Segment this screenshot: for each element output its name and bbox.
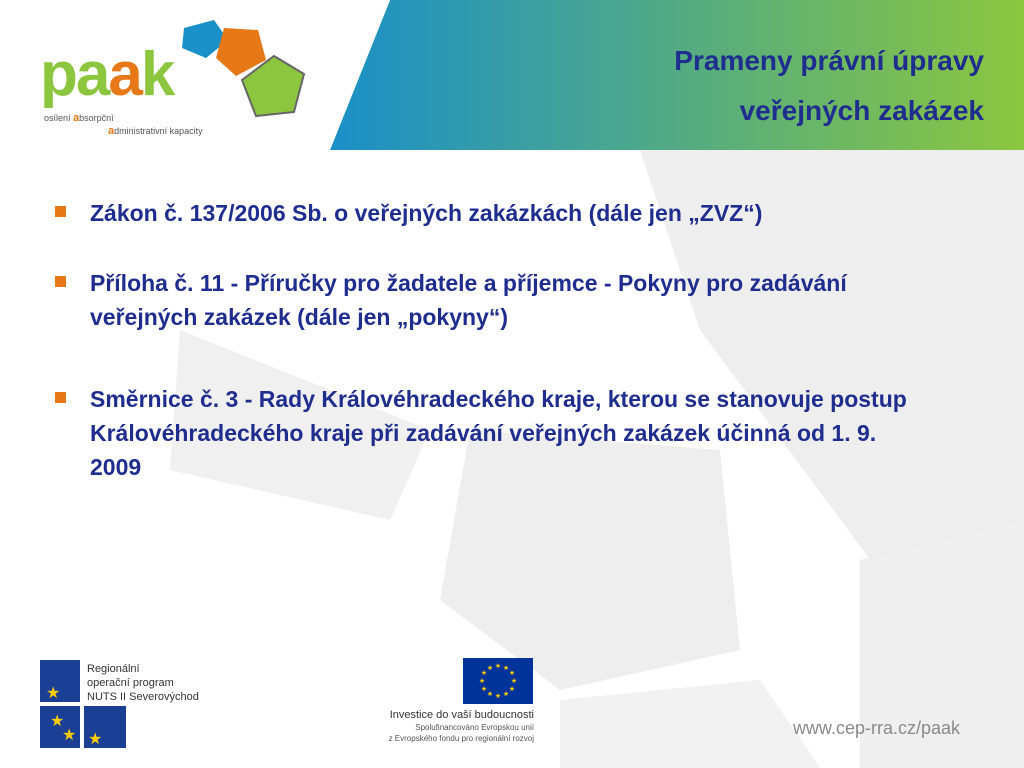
logo-tagline (44, 112, 203, 138)
bullet-text: Zákon č. 137/2006 Sb. o veřejných zakázkách (dále jen „ZVZ“) (90, 200, 763, 226)
paak-logo-text (40, 40, 174, 109)
rop-line-3: NUTS II Severovýchod (87, 691, 199, 703)
bullet-item (52, 196, 932, 230)
bullet-marker (55, 206, 66, 217)
bullet-item (52, 266, 932, 334)
svg-text:★: ★ (486, 664, 494, 672)
svg-text:★: ★ (502, 664, 510, 672)
bullet-item (52, 382, 932, 484)
eu-sub-text-2: z Evropského fondu pro regionální rozvoj (388, 734, 534, 743)
title-line-1: Prameny právní úpravy (674, 45, 984, 76)
logo-sub-rest2: dministrativní kapacity (114, 126, 203, 136)
logo-sub-hl1: a (73, 112, 80, 124)
bullet-text: Příloha č. 11 - Příručky pro žadatele a příjemce - Pokyny pro zadávání veřejných zakázek (dále jen „pokyny“) (90, 270, 847, 330)
logo-sub-hl2: a (108, 125, 115, 137)
eu-caption (389, 708, 534, 744)
logo-sub-rest1: bsorpční (79, 113, 114, 123)
eu-main-text: Investice do vaší budoucnosti (389, 709, 534, 721)
svg-text:★: ★ (502, 690, 510, 698)
rop-line-2: operační program (87, 677, 174, 689)
logo-a: a (108, 40, 141, 109)
bullet-marker (55, 276, 66, 287)
svg-text:★: ★ (478, 677, 486, 685)
svg-text:★: ★ (88, 729, 103, 748)
title-line-2: veřejných zakázek (739, 95, 984, 126)
logo-pa: pa (40, 40, 109, 109)
svg-text:★: ★ (486, 690, 494, 698)
eu-sub-text-1: Spolufinancováno Evropskou unií (415, 723, 534, 732)
svg-text:★: ★ (494, 692, 502, 700)
logo-k: k (140, 40, 174, 109)
svg-text:★: ★ (46, 683, 61, 702)
logo-sub-prefix: osílení (44, 113, 74, 123)
bullet-text: Směrnice č. 3 - Rady Královéhradeckého kraje, kterou se stanovuje postup Královéhradeckého kraje při zadávání veřejných zakázek účinná od 1. 9. 2009 (90, 386, 907, 480)
svg-text:★: ★ (508, 669, 516, 677)
rop-line-1: Regionální (87, 663, 140, 675)
svg-text:★: ★ (480, 669, 488, 677)
svg-text:★: ★ (510, 677, 518, 685)
svg-text:★: ★ (50, 711, 65, 730)
svg-text:★: ★ (494, 662, 502, 670)
svg-text:★: ★ (508, 685, 516, 693)
bullet-list (52, 196, 932, 484)
bullet-marker (55, 392, 66, 403)
website-url: www.cep-rra.cz/paak (792, 718, 960, 738)
svg-text:★: ★ (480, 685, 488, 693)
rop-text (87, 662, 199, 704)
svg-text:★: ★ (62, 725, 77, 744)
eu-flag-icon (463, 658, 533, 704)
slide-title (464, 36, 984, 136)
